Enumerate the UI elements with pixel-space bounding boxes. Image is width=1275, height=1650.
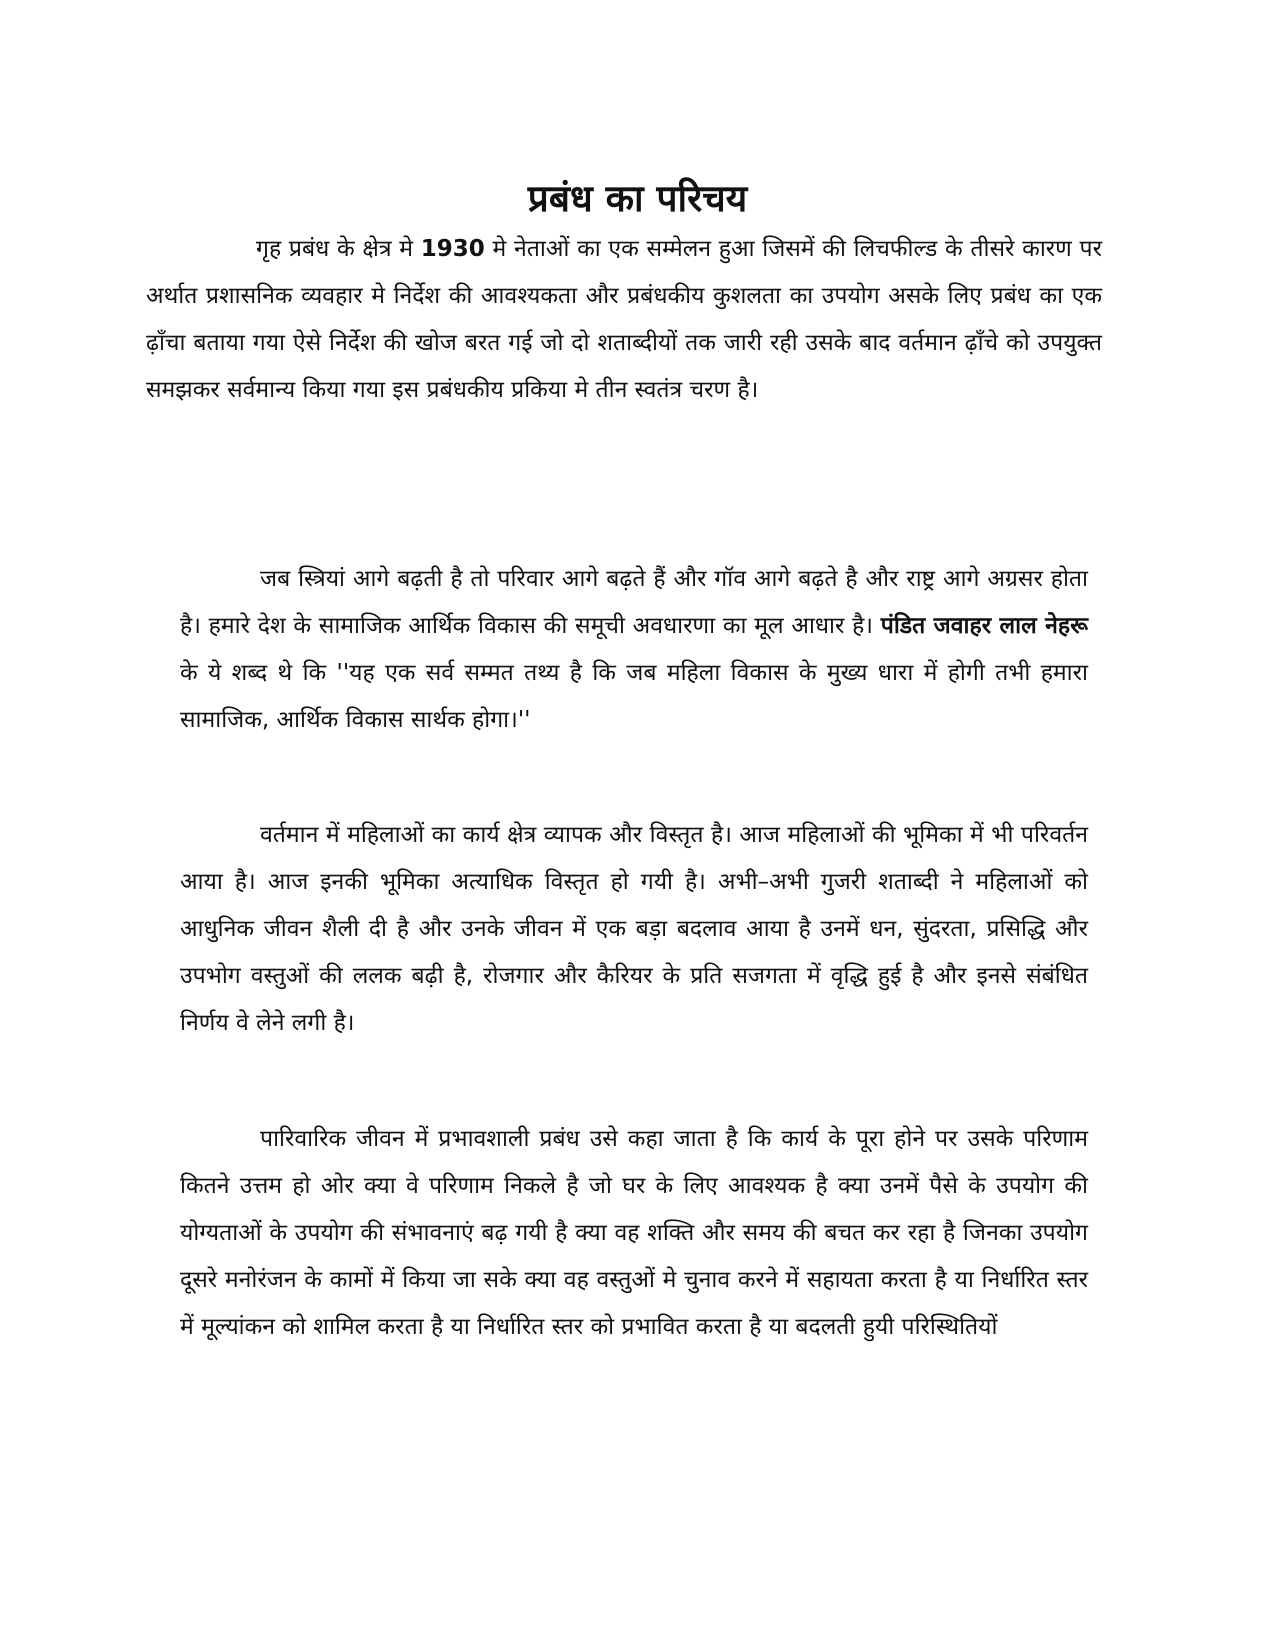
- quoted-person-name: पंडित जवाहर लाल नेहरू: [880, 613, 1088, 639]
- body-paragraph-3: पारिवारिक जीवन में प्रभावशाली प्रबंध उसे कहा जाता है कि कार्य के पूरा होने पर उसके परिणाम कितने उत्तम हो ओर क्या वे परिणाम निकले है जो घर के लिए आवश्यक है क्या उनमें पैसे के उपयोग की योग्यताओं के उपयोग की संभावनाएं बढ़ गयी है क्या वह शक्ति और समय की बचत कर रहा है जिनका उपयोग दूसरे मनोरंजन के कामों में किया जा सके क्या वह वस्तुओं मे चुनाव करने में सहायता करता है या निर्धारित स्तर में मूल्यांकन को शामिल करता है या निर्धारित स्तर को प्रभावित करता है या बदलती हुयी परिस्थितियों: [180, 1126, 1088, 1340]
- paragraph-1-text-end: के ये शब्द थे कि ''यह एक सर्व सम्मत तथ्य है कि जब महिला विकास के मुख्य धारा में होगी तभी हमारा सामाजिक, आर्थिक विकास सार्थक होगा।'': [180, 660, 1088, 733]
- paragraph-1-text-start: जब स्त्रियां आगे बढ़ती है तो परिवार आगे बढ़ते हैं और गॉव आगे बढ़ते है और राष्ट्र आगे अग्रसर होता है। हमारे देश के सामाजिक आर्थिक विकास की समूची अवधारणा का मूल आधार है।: [180, 566, 1088, 639]
- body-paragraph-1: [180, 556, 1088, 744]
- intro-year: 1930: [420, 236, 485, 262]
- intro-text-end: मे नेताओं का एक सम्मेलन हुआ जिसमें की लिचफील्ड के तीसरे कारण पर अर्थात प्रशासनिक व्यवहार मे निर्देश की आवश्यकता और प्रबंधकीय कुशलता का उपयोग असके लिए प्रबंध का एक ढ़ॉंचा बताया गया ऐसे निर्देश की खोज बरत गई जो दो शताब्दीयों तक जारी रही उसके बाद वर्तमान ढ़ॉंचे को उपयुक्त समझकर सर्वमान्य किया गया इस प्रबंधकीय प्रकिया मे तीन स्वतंत्र चरण है।: [146, 236, 1103, 403]
- body-paragraph-2: वर्तमान में महिलाओं का कार्य क्षेत्र व्यापक और विस्तृत है। आज महिलाओं की भूमिका में भी परिवर्तन आया है। आज इनकी भूमिका अत्याधिक विस्तृत हो गयी है। अभी–अभी गुजरी शताब्दी ने महिलाओं को आधुनिक जीवन शैली दी है और उनके जीवन में एक बड़ा बदलाव आया है उनमें धन, सुंदरता, प्रसिद्धि और उपभोग वस्तुओं की ललक बढ़ी है, रोजगार और कैरियर के प्रति सजगता में वृद्धि हुई है और इनसे संबंधित निर्णय वे लेने लगी है।: [180, 822, 1088, 1036]
- page-title: प्रबंध का परिचय: [527, 176, 748, 220]
- intro-text-start: गृह प्रबंध के क्षेत्र मे: [256, 236, 421, 262]
- intro-paragraph: [146, 226, 1102, 414]
